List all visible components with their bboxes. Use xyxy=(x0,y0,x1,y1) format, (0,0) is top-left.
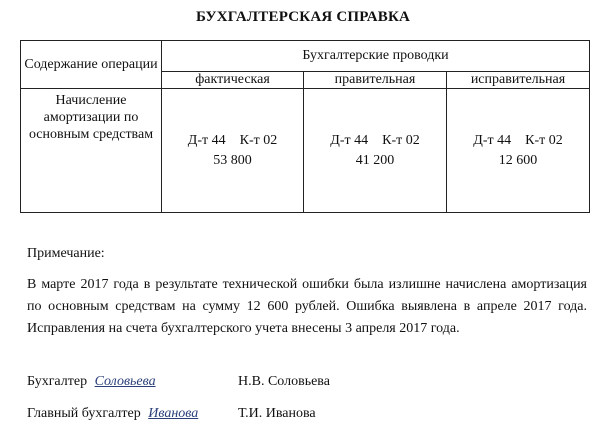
entry-correct-amount: 41 200 xyxy=(355,152,395,168)
signature-accountant-role: Бухгалтер xyxy=(27,374,88,389)
signature-chief-handwritten: Иванова xyxy=(148,406,199,421)
note-label: Примечание: xyxy=(27,246,105,261)
signature-chief-accountant xyxy=(27,406,198,422)
entry-correct-accounts xyxy=(304,131,446,151)
entry-corrective-amount: 12 600 xyxy=(498,152,538,168)
signature-accountant xyxy=(27,374,156,390)
subheader-actual: фактическая xyxy=(162,72,304,89)
subheader-correct: правительная xyxy=(304,72,447,89)
entry-corrective-credit: К-т 02 xyxy=(525,132,563,148)
entry-actual-credit: К-т 02 xyxy=(239,132,278,148)
signature-accountant-handwritten: Соловьева xyxy=(94,374,156,389)
entry-corrective xyxy=(447,89,590,213)
entry-corrective-debit: Д-т 44 xyxy=(473,132,512,148)
entries-header: Бухгалтерские проводки xyxy=(162,41,590,72)
entry-corrective-accounts xyxy=(447,131,589,151)
operation-header: Содержание операции xyxy=(21,41,162,89)
accounting-table xyxy=(20,40,590,213)
entry-actual-debit: Д-т 44 xyxy=(187,132,226,148)
entry-correct xyxy=(304,89,447,213)
entry-actual-amount: 53 800 xyxy=(213,152,252,168)
entry-correct-credit: К-т 02 xyxy=(382,132,420,148)
signature-accountant-name: Н.В. Соловьева xyxy=(238,374,330,389)
note-text: В марте 2017 года в результате технической ошибки была излишне начислена амортизация по основным средствам на сумму 12 600 рублей. Ошибка выявлена в апреле 2017 года. Исправления на счета бухгалтерского учета внесены 3 апреля 2017 года. xyxy=(27,277,587,336)
signature-chief-role: Главный бухгалтер xyxy=(27,406,141,421)
entry-actual xyxy=(162,89,304,213)
entry-actual-accounts xyxy=(162,131,303,151)
signature-chief-name: Т.И. Иванова xyxy=(238,406,316,421)
document-title: БУХГАЛТЕРСКАЯ СПРАВКА xyxy=(195,9,411,25)
entry-correct-debit: Д-т 44 xyxy=(330,132,369,148)
subheader-corrective: исправительная xyxy=(447,72,590,89)
operation-description: Начисление амортизации по основным средствам xyxy=(21,89,162,213)
